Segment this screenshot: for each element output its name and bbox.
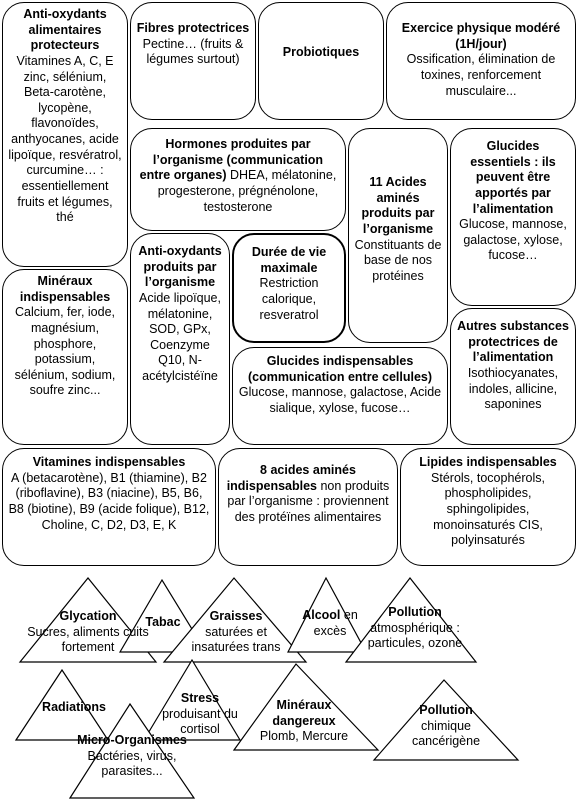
box-title: Probiotiques bbox=[282, 45, 360, 59]
box-body: Restriction calorique, resveratrol bbox=[259, 276, 319, 322]
box-title: Exercice physique modéré (1H/jour) bbox=[401, 21, 561, 51]
triangle-text-stress: Stress produisant du cortisol bbox=[162, 691, 238, 737]
triangle-text-mineraux-dangereux: Minéraux dangereux Plomb, Mercure bbox=[259, 698, 349, 744]
triangle-text-radiations: Radiations bbox=[42, 700, 106, 714]
box-body: Calcium, fer, iode, magnésium, phosphore, potassium, sélénium, sodium, soufre zinc... bbox=[14, 305, 116, 398]
triangle-text-glycation: Glycation Sucres, aliments cuits fortement bbox=[27, 609, 149, 655]
box-title: Anti-oxydants produits par l’organisme bbox=[138, 244, 222, 290]
triangle-text-tabac: Tabac bbox=[145, 615, 181, 629]
box-body: Stérols, tocophérols, phospholipides, sphingolipides, monoinsaturés CIS, polyinsaturés bbox=[431, 470, 545, 548]
box-title: Vitamines indispensables bbox=[32, 455, 186, 469]
triangle-text-alcool: Alcool en excès bbox=[302, 608, 358, 638]
box-title: 8 acides aminés indispensables bbox=[226, 463, 356, 493]
box-title: Glucides indispensables (communication entre cellules) bbox=[247, 354, 433, 384]
box-body: Acide lipoïque, mélatonine, SOD, GPx, Coenzyme Q10, N-acétylcistéïne bbox=[138, 290, 221, 383]
box-body: Ossification, élimination de toxines, renforcement musculaire... bbox=[406, 52, 556, 98]
box-body: DHEA, mélatonine, progesterone, prégnénolone, testosterone bbox=[157, 168, 337, 214]
box-body: Constituants de base de nos protéines bbox=[354, 237, 442, 283]
box-title: Durée de vie maximale bbox=[251, 245, 327, 275]
box-title: Anti-oxydants alimentaires protecteurs bbox=[23, 7, 107, 53]
box-title: Minéraux indispensables bbox=[19, 274, 111, 304]
triangle-text-pollution1: Pollution atmosphérique : particules, ozone bbox=[367, 605, 463, 651]
box-title: 11 Acides aminés produits par l’organisme bbox=[361, 175, 435, 236]
triangle-text-micro: Micro-Organismes Bactéries, virus, parasites... bbox=[77, 733, 187, 779]
box-title: Fibres protectrices bbox=[136, 21, 250, 35]
box-body: non produits par l’organisme : proviennent des protéïnes alimentaires bbox=[227, 478, 390, 524]
box-title: Lipides indispensables bbox=[419, 455, 557, 469]
box-title: Glucides essentiels : ils peuvent être apportés par l’alimentation bbox=[470, 139, 556, 216]
box-body: Isothiocyanates, indoles, allicine, saponines bbox=[467, 365, 559, 412]
triangle-text-graisses: Graisses saturées et insaturées trans bbox=[191, 609, 281, 655]
box-body: Glucose, mannose, galactose, xylose, fucose… bbox=[459, 217, 567, 263]
box-title: Hormones produites par l’organisme (communication entre organes) bbox=[139, 137, 324, 183]
box-body: A (betacarotène), B1 (thiamine), B2 (riboflavine), B3 (niacine), B5, B6, B8 (biotine), B9 (acide folique), B12, Choline, C, D2, D3, E, K bbox=[8, 470, 210, 532]
box-body: Pectine… (fruits & légumes surtout) bbox=[142, 36, 244, 67]
box-body: Vitamines A, C, E zinc, sélénium, Beta-carotène, lycopène, flavonoïdes, anthyocanes, acide lipoïque, resvératrol, curcumine… : essentiellement fruits et légumes, thé bbox=[8, 53, 122, 225]
box-body: Glucose, mannose, galactose, Acide sialique, xylose, fucose… bbox=[238, 385, 442, 415]
triangle-text-pollution2: Pollution chimique cancérigène bbox=[411, 703, 481, 749]
box-title: Autres substances protectrices de l’alimentation bbox=[457, 319, 569, 365]
